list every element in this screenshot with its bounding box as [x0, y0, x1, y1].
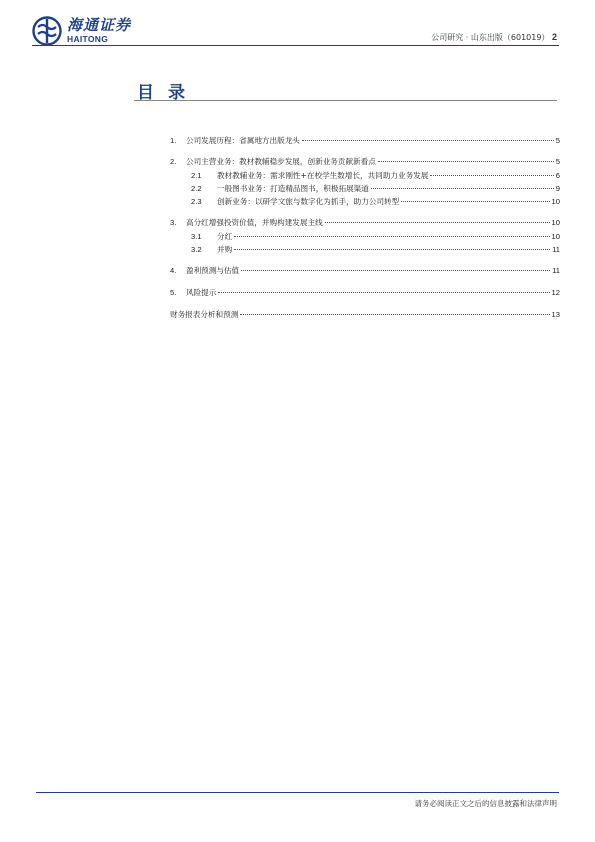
toc-entry[interactable] [170, 309, 560, 321]
toc-entry-title: 公司主营业务：教材教辅稳步发展，创新业务贡献新看点 [186, 157, 376, 166]
toc-entry[interactable] [170, 287, 560, 299]
toc-entry-number: 2.1 [191, 171, 202, 180]
toc-entry-title: 创新业务：以研学文旅与数字化为抓手，助力公司转型 [217, 197, 400, 206]
toc-entry-page: 5 [555, 157, 560, 166]
toc-leader-dots [325, 222, 550, 223]
haitong-logo-icon [32, 16, 62, 46]
toc-entry-title: 一般图书业务：打造精品图书，积极拓展渠道 [217, 184, 369, 193]
report-header [431, 32, 557, 43]
toc-entry-number: 4. [170, 266, 177, 275]
toc-entry-page: 10 [551, 232, 560, 241]
toc-entry-page: 12 [551, 288, 560, 297]
toc-subentry[interactable] [170, 170, 560, 182]
toc-entry-title: 财务报表分析和预测 [170, 310, 239, 319]
toc-entry-number: 3.1 [191, 232, 202, 241]
toc-leader-dots [240, 314, 549, 315]
toc-entry-number: 2.3 [191, 197, 202, 206]
toc-subentry[interactable] [170, 231, 560, 243]
toc-entry-title: 高分红增强投资价值，并购构建发展主线 [186, 218, 323, 227]
company-logo [32, 14, 131, 48]
report-category: 公司研究 · 山东出版（601019） [431, 33, 550, 42]
toc-entry-title: 分红 [217, 232, 233, 241]
toc-entry-title: 盈利预测与估值 [186, 266, 240, 275]
brand-name-cn: 海通证券 [67, 16, 132, 35]
toc-entry-page: 13 [551, 310, 560, 319]
footer-divider [36, 792, 559, 793]
toc-entry-number: 3. [170, 218, 177, 227]
toc-entry-number: 2.2 [191, 184, 202, 193]
toc-entry-title: 公司发展历程：省属地方出版龙头 [186, 136, 300, 145]
toc-entry-number: 3.2 [191, 245, 202, 254]
toc-leader-dots [401, 201, 549, 202]
toc-entry-page: 10 [551, 197, 560, 206]
page-number: 2 [551, 32, 557, 42]
toc-entry[interactable] [170, 217, 560, 229]
toc-entry-page: 6 [555, 171, 560, 180]
toc-entry-page: 11 [552, 266, 560, 275]
toc-entry-page: 9 [555, 184, 560, 193]
disclaimer-note: 请务必阅读正文之后的信息披露和法律声明 [414, 799, 557, 808]
toc-subentry[interactable] [170, 196, 560, 208]
toc-entry-page: 11 [552, 245, 560, 254]
toc-entry-number: 1. [170, 136, 177, 145]
toc-leader-dots [430, 175, 553, 176]
toc-leader-dots [234, 236, 549, 237]
title-divider [134, 100, 557, 101]
toc-entry-title: 教材教辅业务：需求刚性+在校学生数增长，共同助力业务发展 [217, 171, 429, 180]
toc-entry-title: 风险提示 [186, 288, 217, 297]
toc-leader-dots [302, 140, 554, 141]
header-divider [32, 45, 559, 46]
toc-leader-dots [241, 270, 550, 271]
brand-name-en: HAITONG [67, 34, 109, 45]
toc-leader-dots [218, 292, 549, 293]
toc-entry[interactable] [170, 156, 560, 168]
toc-leader-dots [234, 249, 550, 250]
toc-entry[interactable] [170, 265, 560, 277]
toc-leader-dots [378, 161, 554, 162]
toc-subentry[interactable] [170, 183, 560, 195]
toc-entry-title: 并购 [217, 245, 233, 254]
toc-entry-number: 5. [170, 288, 177, 297]
toc-entry-page: 10 [551, 218, 560, 227]
toc-entry-number: 2. [170, 157, 177, 166]
toc-subentry[interactable] [170, 244, 560, 256]
toc-entry[interactable] [170, 135, 560, 147]
toc-title: 目录 [137, 83, 199, 103]
toc-entry-page: 5 [555, 136, 560, 145]
toc-leader-dots [371, 188, 554, 189]
